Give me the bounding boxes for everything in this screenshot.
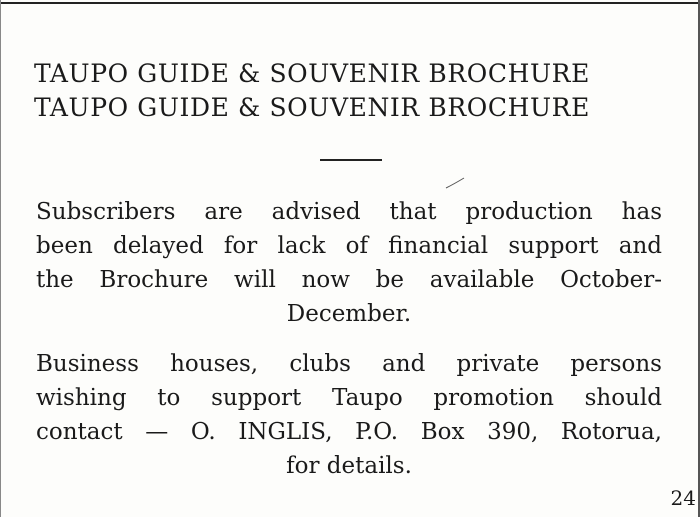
notice-line-1: Subscribers are advised that production has <box>36 199 662 225</box>
contact-line-4: for details. <box>286 453 412 479</box>
notice-line-3: the Brochure will now be available October- <box>36 267 662 293</box>
brochure-title-line-2: TAUPO GUIDE & SOUVENIR BROCHURE <box>34 93 590 122</box>
brochure-title-line-1: TAUPO GUIDE & SOUVENIR BROCHURE <box>34 59 590 88</box>
left-border-rule <box>0 0 1 517</box>
notice-line-4: December. <box>286 301 412 327</box>
pen-mark <box>444 176 466 190</box>
contact-line-2: wishing to support Taupo promotion should <box>36 385 662 411</box>
section-divider <box>320 159 382 161</box>
notice-line-2: been delayed for lack of financial support and <box>36 233 662 259</box>
page-number: 24 <box>670 486 696 510</box>
top-border-rule <box>0 2 700 4</box>
contact-line-1: Business houses, clubs and private persons <box>36 351 662 377</box>
delay-notice-paragraph <box>36 195 662 331</box>
contact-line-3: contact — O. INGLIS, P.O. Box 390, Rotorua, <box>36 419 662 445</box>
contact-paragraph <box>36 347 662 483</box>
